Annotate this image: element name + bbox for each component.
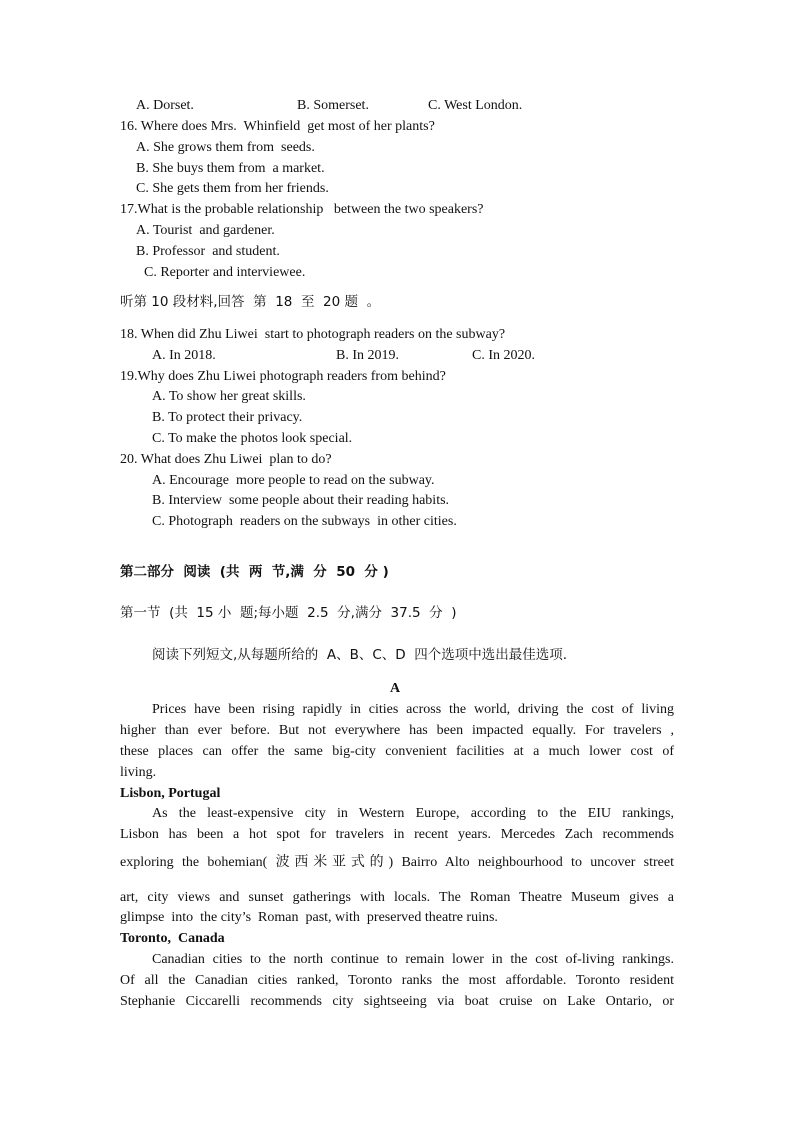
reading-instruction: 阅读下列短文,从每题所给的 A、B、C、D 四个选项中选出最佳选项. xyxy=(152,647,568,663)
toronto-line-3: Stephanie Ciccarelli recommends city sightseeing via boat cruise on Lake Ontario, or xyxy=(120,994,674,1009)
intro-line-last: living. xyxy=(120,765,157,780)
lisbon-line-last: glimpse into the city’s Roman past, with preserved theatre ruins. xyxy=(120,910,498,925)
q18-stem: 18. When did Zhu Liwei start to photograph readers on the subway? xyxy=(120,327,506,342)
q18-option-a: A. In 2018. xyxy=(152,348,216,363)
q17-option-b: B. Professor and student. xyxy=(136,244,280,259)
toronto-line-1: Canadian cities to the north continue to remain lower in the cost of-living rankings. xyxy=(152,952,674,967)
q19-option-b: B. To protect their privacy. xyxy=(152,410,303,425)
passage-label: A xyxy=(390,681,401,696)
q20-stem: 20. What does Zhu Liwei plan to do? xyxy=(120,452,332,467)
q17-option-c: C. Reporter and interviewee. xyxy=(144,265,306,280)
q17-stem: 17.What is the probable relationship between the two speakers? xyxy=(120,202,484,217)
q19-option-c: C. To make the photos look special. xyxy=(152,431,353,446)
q20-option-b: B. Interview some people about their reading habits. xyxy=(152,493,450,508)
lisbon-line-4: art, city views and sunset gatherings with locals. The Roman Theatre Museum gives a xyxy=(120,890,674,905)
intro-line-3: these places can offer the same big-city convenient facilities at a much lower cost of xyxy=(120,744,674,759)
q17-option-a: A. Tourist and gardener. xyxy=(136,223,275,238)
q20-option-a: A. Encourage more people to read on the subway. xyxy=(152,473,435,488)
lisbon-line-3: exploring the bohemian( 波西米亚式的) Bairro Alto neighbourhood to uncover street xyxy=(120,855,674,870)
q20-option-c: C. Photograph readers on the subways in other cities. xyxy=(152,514,457,529)
q16-option-a: A. She grows them from seeds. xyxy=(136,140,315,155)
part2-heading: 第二部分 阅读 (共 两 节,满 分 50 分 ) xyxy=(120,564,389,580)
lisbon-heading: Lisbon, Portugal xyxy=(120,786,221,801)
q15-option-b: B. Somerset. xyxy=(297,98,369,113)
q16-stem: 16. Where does Mrs. Whinfield get most of her plants? xyxy=(120,119,435,134)
section1-heading: 第一节 (共 15 小 题;每小题 2.5 分,满分 37.5 分 ) xyxy=(120,605,457,621)
intro-line-2: higher than ever before. But not everywhere has been impacted equally. For travelers , xyxy=(120,723,674,738)
q16-option-c: C. She gets them from her friends. xyxy=(136,181,329,196)
q18-option-c: C. In 2020. xyxy=(472,348,535,363)
q15-option-c: C. West London. xyxy=(428,98,523,113)
q15-option-a: A. Dorset. xyxy=(136,98,194,113)
intro-line-1: Prices have been rising rapidly in cities across the world, driving the cost of living xyxy=(152,702,674,717)
q16-option-b: B. She buys them from a market. xyxy=(136,161,325,176)
lisbon-line-2: Lisbon has been a hot spot for travelers in recent years. Mercedes Zach recommends xyxy=(120,827,674,842)
lisbon-line-1: As the least-expensive city in Western Europe, according to the EIU rankings, xyxy=(152,806,674,821)
q18-option-b: B. In 2019. xyxy=(336,348,399,363)
section10-instruction: 听第 10 段材料,回答 第 18 至 20 题 。 xyxy=(120,294,381,310)
q19-option-a: A. To show her great skills. xyxy=(152,389,306,404)
toronto-heading: Toronto, Canada xyxy=(120,931,225,946)
q19-stem: 19.Why does Zhu Liwei photograph readers from behind? xyxy=(120,369,446,384)
toronto-line-2: Of all the Canadian cities ranked, Toronto ranks the most affordable. Toronto resident xyxy=(120,973,674,988)
